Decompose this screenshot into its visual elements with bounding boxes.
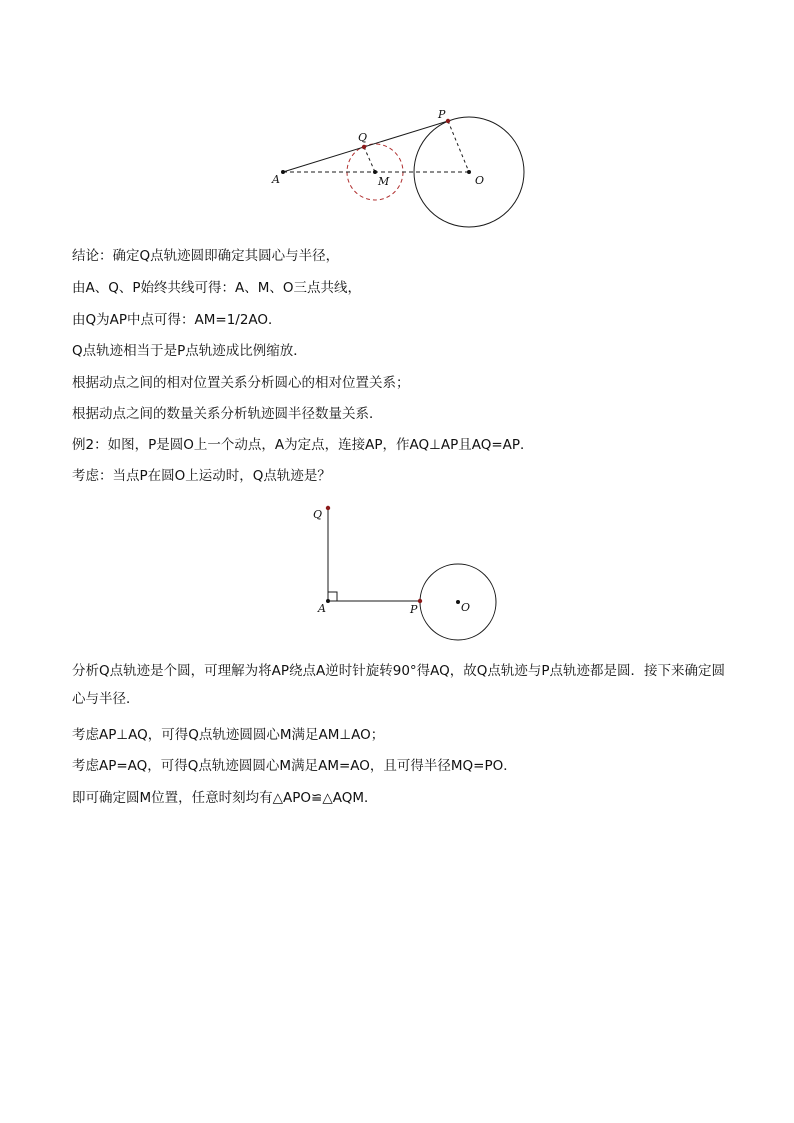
label-m: M <box>378 175 390 188</box>
label-q: Q <box>313 508 323 521</box>
point-q <box>326 506 330 510</box>
text-scaling: Q点轨迹相当于是P点轨迹成比例缩放． <box>72 343 307 359</box>
point-a <box>326 599 330 603</box>
segment-po-dashed <box>448 121 469 172</box>
text-midpoint: 由Q为AP中点可得：AM=1/2AO． <box>72 312 282 328</box>
text-consider: 考虑：当点P在圆O上运动时，Q点轨迹是？ <box>72 468 331 484</box>
text-relative-position: 根据动点之间的相对位置关系分析圆心的相对位置关系； <box>72 375 410 391</box>
text-collinear: 由A、Q、P始终共线可得：A、M、O三点共线， <box>72 280 362 296</box>
label-a: A <box>318 602 326 615</box>
label-p: P <box>410 603 418 616</box>
text-analysis: 分析Q点轨迹是个圆，可理解为将AP绕点A逆时针旋转90°得AQ，故Q点轨迹与P点轨迹都是圆．接下来确定圆心与半径． <box>72 663 726 707</box>
text-congruent: 即可确定圆M位置，任意时刻均有△APO≌△AQM． <box>72 790 378 806</box>
point-p <box>418 599 422 603</box>
point-a <box>281 170 285 174</box>
text-equal-length: 考虑AP=AQ，可得Q点轨迹圆圆心M满足AM=AO，且可得半径MQ=PO． <box>72 758 517 774</box>
text-conclusion: 结论：确定Q点轨迹圆即确定其圆心与半径， <box>72 248 340 264</box>
label-a: A <box>272 173 280 186</box>
text-quantity-relation: 根据动点之间的数量关系分析轨迹圆半径数量关系． <box>72 406 383 422</box>
point-p <box>446 119 450 123</box>
figure-locus-midpoint <box>262 105 532 230</box>
label-o: O <box>475 174 485 187</box>
label-o: O <box>461 601 471 614</box>
text-example-2: 例2：如图，P是圆O上一个动点，A为定点，连接AP，作AQ⊥AP且AQ=AP． <box>72 437 534 453</box>
label-q: Q <box>358 131 368 144</box>
text-perpendicular: 考虑AP⊥AQ，可得Q点轨迹圆圆心M满足AM⊥AO； <box>72 727 385 743</box>
point-o <box>467 170 471 174</box>
point-q <box>362 145 366 149</box>
label-p: P <box>438 108 446 121</box>
segment-qm-dashed <box>364 147 375 172</box>
point-o <box>456 600 460 604</box>
point-m <box>373 170 377 174</box>
figure-locus-rotation <box>306 500 502 646</box>
